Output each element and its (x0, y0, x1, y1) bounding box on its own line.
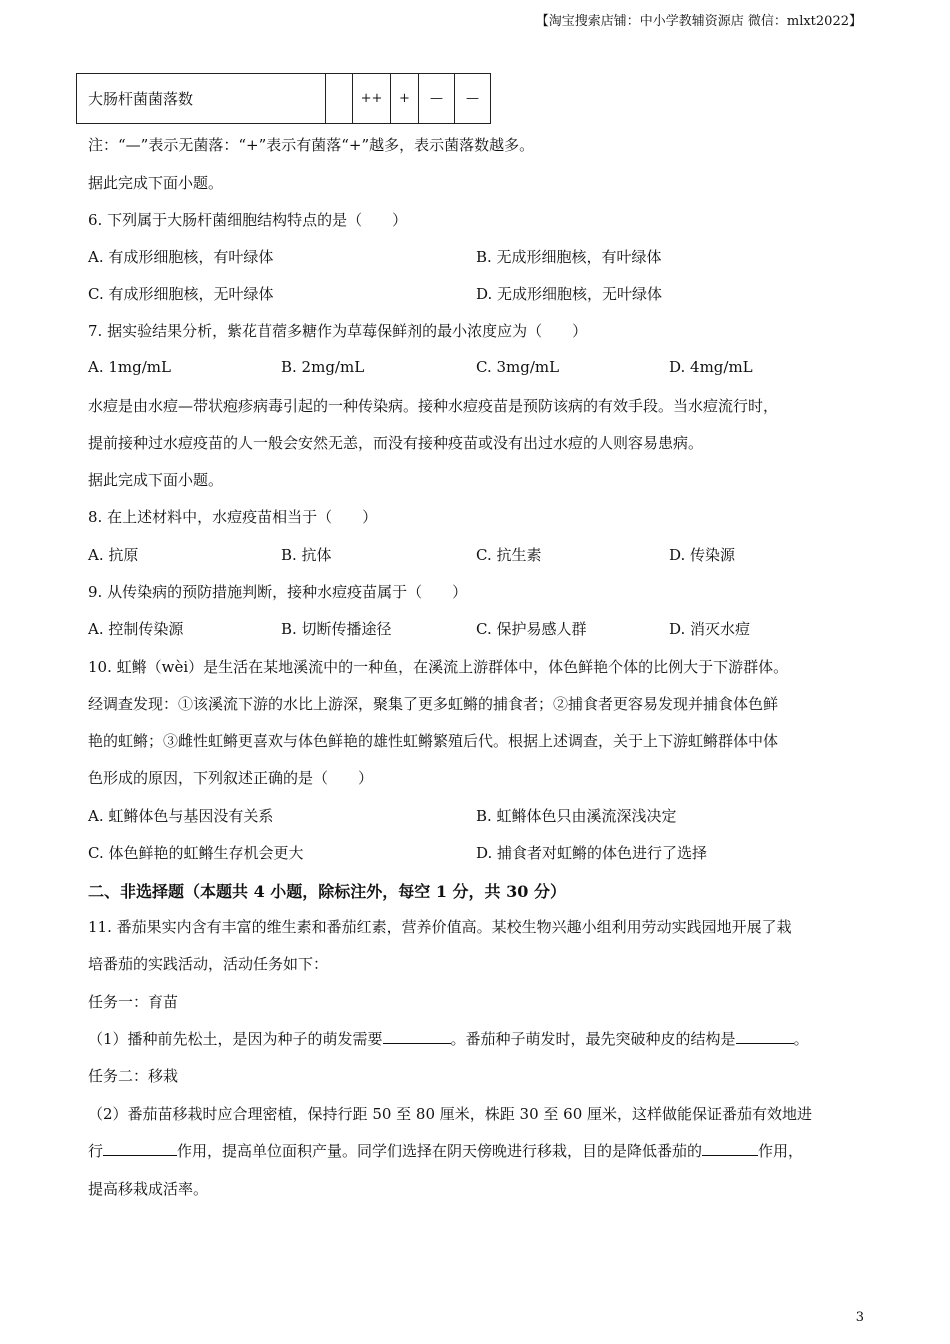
q6-option-a: A. 有成形细胞核，有叶绿体 (88, 248, 274, 266)
q7-option-b: B. 2mg/mL (281, 358, 365, 376)
passage-line: 提前接种过水痘疫苗的人一般会安然无恙，而没有接种疫苗或没有出过水痘的人则容易患病。 (88, 434, 704, 452)
q11-part2-text: 作用，提高单位面积产量。同学们选择在阴天傍晚进行移栽，目的是降低番茄的 (177, 1142, 703, 1160)
q6-option-d: D. 无成形细胞核，无叶绿体 (476, 285, 663, 303)
table-cell: ++ (353, 74, 391, 124)
task-heading: 任务一：育苗 (88, 993, 179, 1011)
table-cell: — (419, 74, 455, 124)
q10-stem-line: 色形成的原因，下列叙述正确的是（ ） (88, 769, 374, 787)
q7-option-d: D. 4mg/mL (669, 358, 753, 376)
q10-option-c: C. 体色鲜艳的虹鳉生存机会更大 (88, 844, 304, 862)
q11-part1-text: 。 (793, 1030, 809, 1048)
q10-option-b: B. 虹鳉体色只由溪流深浅决定 (476, 807, 677, 825)
answer-blank[interactable] (736, 1029, 794, 1044)
q11-part2-text: 行 (88, 1142, 104, 1160)
q7-option-a: A. 1mg/mL (88, 358, 171, 376)
task-heading: 任务二：移栽 (88, 1067, 179, 1085)
q6-option-c: C. 有成形细胞核，无叶绿体 (88, 285, 274, 303)
q10-stem-line: 艳的虹鳉；③雌性虹鳉更喜欢与体色鲜艳的雄性虹鳉繁殖后代。根据上述调查，关于上下游虹鳉群体中体 (88, 732, 779, 750)
q11-part2-line: （2）番茄苗移栽时应合理密植，保持行距 50 至 80 厘米，株距 30 至 60 厘米，这样做能保证番茄有效地进 (88, 1105, 813, 1123)
q10-stem-line: 经调查发现：①该溪流下游的水比上游深，聚集了更多虹鳉的捕食者；②捕食者更容易发现并捕食体色鲜 (88, 695, 779, 713)
lead-text: 据此完成下面小题。 (88, 174, 224, 192)
q9-option-c: C. 保护易感人群 (476, 620, 587, 638)
q8-option-a: A. 抗原 (88, 546, 139, 564)
q11-part1-text: （1）播种前先松土，是因为种子的萌发需要 (88, 1030, 383, 1048)
answer-blank[interactable] (103, 1141, 177, 1156)
page-number: 3 (855, 1310, 864, 1325)
q9-stem: 9. 从传染病的预防措施判断，接种水痘疫苗属于（ ） (88, 583, 468, 601)
answer-blank[interactable] (702, 1141, 758, 1156)
page-header: 【淘宝搜索店铺：中小学教辅资源店 微信：mlxt2022】 (535, 14, 862, 29)
table-row-label: 大肠杆菌菌落数 (77, 74, 326, 124)
q8-option-d: D. 传染源 (669, 546, 736, 564)
q9-option-b: B. 切断传播途径 (281, 620, 392, 638)
passage-line: 水痘是由水痘—带状疱疹病毒引起的一种传染病。接种水痘疫苗是预防该病的有效手段。当水痘流行时， (88, 397, 779, 415)
q11-stem-line: 11. 番茄果实内含有丰富的维生素和番茄红素，营养价值高。某校生物兴趣小组利用劳动实践园地开展了栽 (88, 918, 792, 936)
q9-option-d: D. 消灭水痘 (669, 620, 751, 638)
q8-option-b: B. 抗体 (281, 546, 332, 564)
q7-stem: 7. 据实验结果分析，紫花苜蓿多糖作为草莓保鲜剂的最小浓度应为（ ） (88, 322, 588, 340)
table-cell: + (391, 74, 419, 124)
q8-option-c: C. 抗生素 (476, 546, 542, 564)
q10-option-a: A. 虹鳉体色与基因没有关系 (88, 807, 274, 825)
q10-option-d: D. 捕食者对虹鳉的体色进行了选择 (476, 844, 708, 862)
q11-part2-line: 提高移栽成活率。 (88, 1180, 209, 1198)
q11-part2-line (88, 1140, 803, 1161)
answer-blank[interactable] (383, 1029, 451, 1044)
table-row (77, 74, 491, 124)
q6-option-b: B. 无成形细胞核，有叶绿体 (476, 248, 662, 266)
table-cell (326, 74, 353, 124)
q9-option-a: A. 控制传染源 (88, 620, 184, 638)
q8-stem: 8. 在上述材料中，水痘疫苗相当于（ ） (88, 508, 378, 526)
table-note: 注：“—”表示无菌落：“+”表示有菌落“+”越多，表示菌落数越多。 (88, 136, 535, 154)
lead-text: 据此完成下面小题。 (88, 471, 224, 489)
table-cell: — (455, 74, 491, 124)
q11-part1-text: 。番茄种子萌发时，最先突破种皮的结构是 (450, 1030, 736, 1048)
q11-part1 (88, 1028, 809, 1049)
q11-stem-line: 培番茄的实践活动，活动任务如下： (88, 955, 329, 973)
section-heading: 二、非选择题（本题共 4 小题，除标注外，每空 1 分，共 30 分） (88, 882, 566, 901)
q7-option-c: C. 3mg/mL (476, 358, 560, 376)
q11-part2-text: 作用， (758, 1142, 804, 1160)
q6-stem: 6. 下列属于大肠杆菌细胞结构特点的是（ ） (88, 211, 408, 229)
results-table (76, 73, 491, 124)
q10-stem-line: 10. 虹鳉（wèi）是生活在某地溪流中的一种鱼，在溪流上游群体中，体色鲜艳个体的比例大于下游群体。 (88, 658, 789, 676)
